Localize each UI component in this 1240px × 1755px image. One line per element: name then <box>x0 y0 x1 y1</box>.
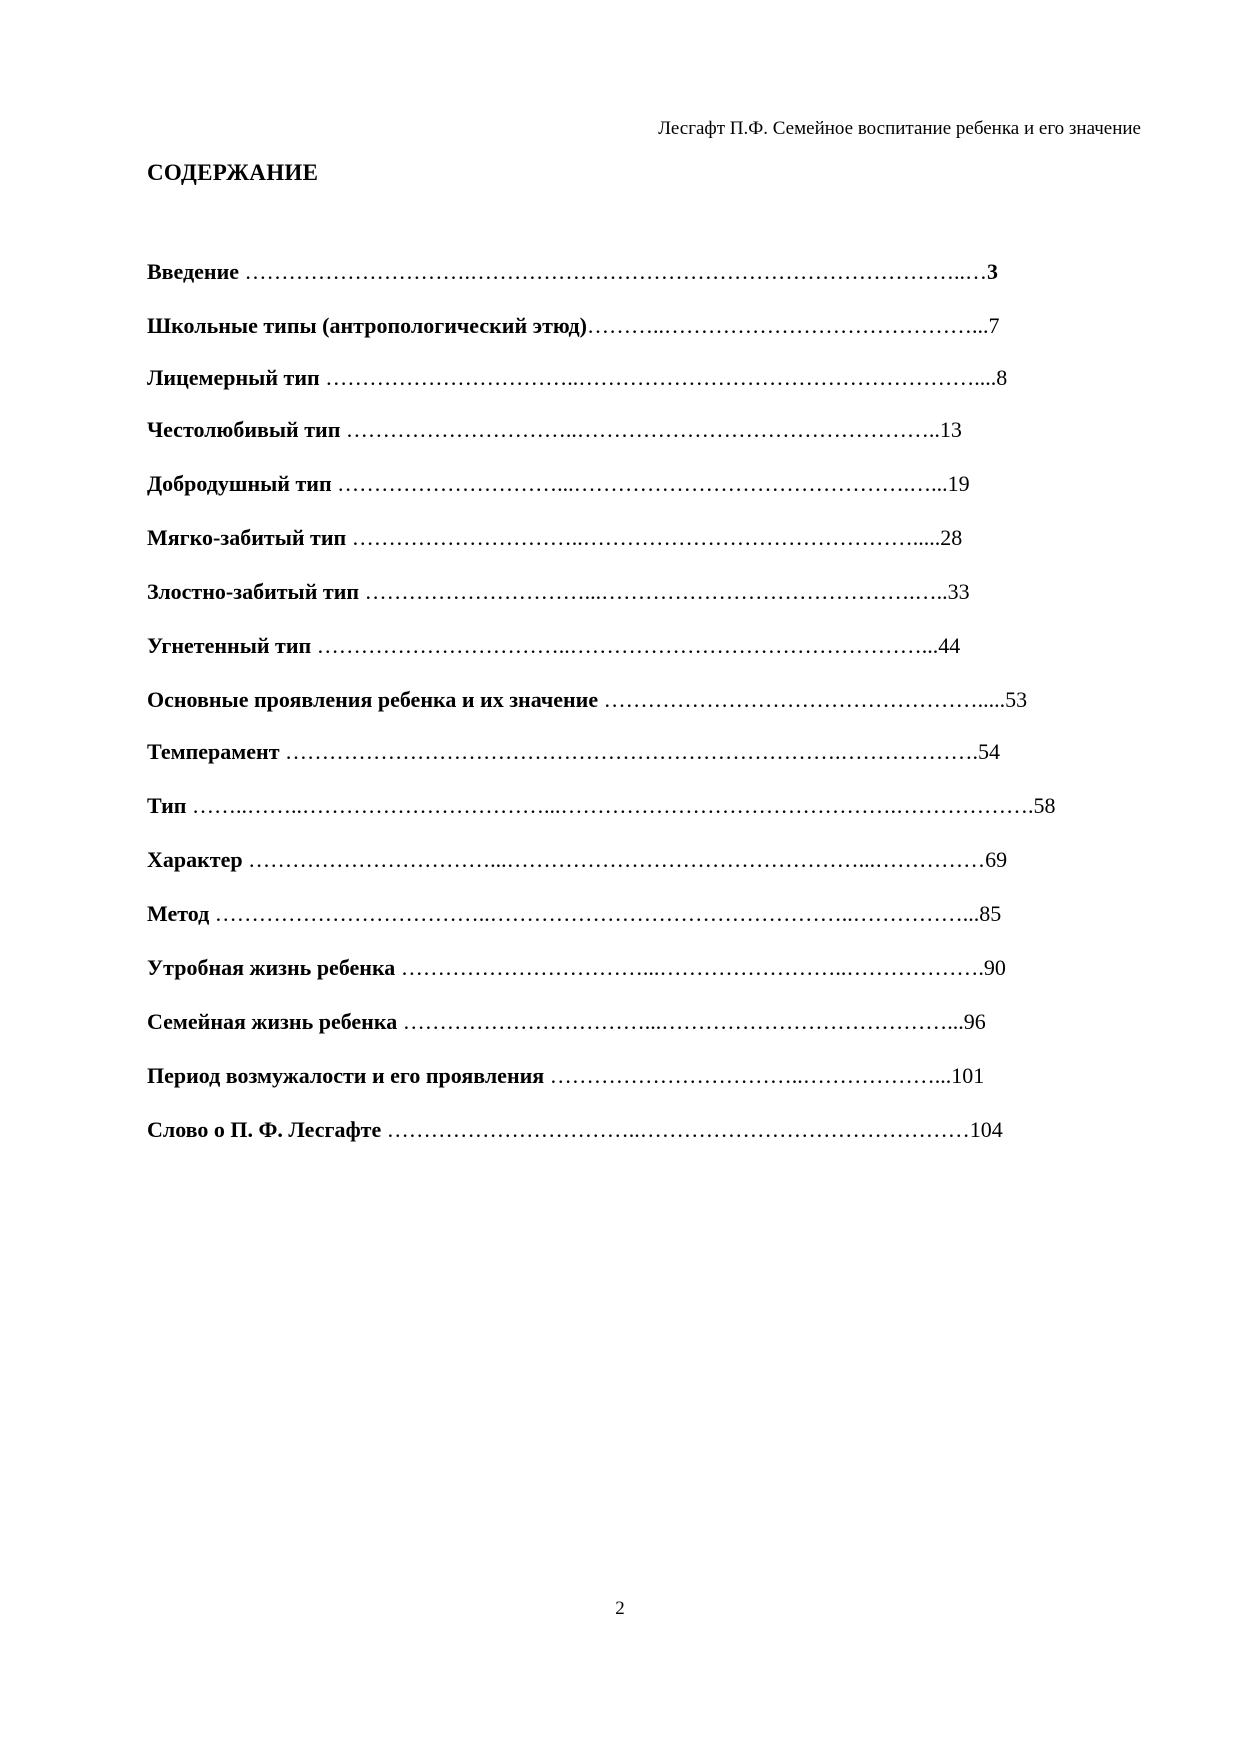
toc-entry-title: Угнетенный тип <box>147 633 312 658</box>
toc-entry-title: Слово о П. Ф. Лесгафте <box>147 1117 382 1142</box>
toc-entry-title: Честолюбивый тип <box>147 417 341 442</box>
toc-entry-type[interactable] <box>147 793 1141 819</box>
toc-entry-page: 28 <box>940 525 963 550</box>
toc-entry-child-manifestations[interactable] <box>147 687 1141 713</box>
toc-entry-leader: …………………………...……………………………………….…... <box>331 471 948 496</box>
toc-entry-page: 13 <box>939 417 962 442</box>
toc-entry-title: Характер <box>147 847 243 872</box>
toc-entry-page: 104 <box>969 1117 1003 1142</box>
toc-entry-title: Тип <box>147 793 187 818</box>
toc-entry-page: 85 <box>979 901 1002 926</box>
toc-entry-maliciously-downtrodden-type[interactable] <box>147 579 1141 605</box>
toc-entry-leader: ………..……………………………………... <box>586 313 989 338</box>
toc-entry-page: 90 <box>983 955 1006 980</box>
toc-entry-softly-downtrodden-type[interactable] <box>147 525 1141 551</box>
toc-entry-temperament[interactable] <box>147 739 1141 765</box>
table-of-contents <box>147 259 1141 1171</box>
toc-entry-good-natured-type[interactable] <box>147 471 1141 497</box>
toc-entry-leader: ……………………………………………..... <box>598 687 1006 712</box>
toc-entry-word-about-lesgaft[interactable] <box>147 1117 1141 1143</box>
toc-entry-page: 54 <box>978 739 1000 764</box>
toc-entry-title: Утробная жизнь ребенка <box>147 955 396 980</box>
toc-entry-leader: ……………………………...…………………………………………...…………… <box>242 847 986 872</box>
toc-entry-hypocritical-type[interactable] <box>147 365 1141 391</box>
toc-entry-title: Период возмужалости и его проявления <box>147 1063 545 1088</box>
toc-entry-leader: ……………………………...……………………..………………. <box>395 955 984 980</box>
toc-entry-title: Злостно-забитый тип <box>147 579 360 604</box>
toc-entry-page: 101 <box>951 1063 985 1088</box>
toc-entry-title: Метод <box>147 901 210 926</box>
toc-entry-puberty[interactable] <box>147 1063 1141 1089</box>
toc-entry-leader: ……………………………..……………………………………………….... <box>319 365 997 390</box>
toc-entry-page: 58 <box>1033 793 1056 818</box>
toc-entry-page: 69 <box>985 847 1008 872</box>
toc-entry-page: 96 <box>963 1009 986 1034</box>
toc-entry-title: Семейная жизнь ребенка <box>147 1009 398 1034</box>
toc-entry-leader: ………………………….…………………………………………………………..… <box>239 259 988 284</box>
toc-entry-leader: ……………………………..……………………………………… <box>381 1117 970 1142</box>
toc-entry-leader: …………………………..………………………………………..... <box>346 525 941 550</box>
toc-entry-leader: ……………………………..…………………………………………... <box>311 633 939 658</box>
toc-entry-ambitious-type[interactable] <box>147 417 1141 443</box>
toc-entry-introduction[interactable] <box>147 259 1141 285</box>
toc-entry-page: 44 <box>938 633 961 658</box>
toc-entry-page: 8 <box>996 365 1008 390</box>
toc-entry-leader: …………………………..………………………………………….. <box>340 417 940 442</box>
toc-entry-page: 3 <box>987 259 999 284</box>
toc-entry-character[interactable] <box>147 847 1141 873</box>
toc-entry-method[interactable] <box>147 901 1141 927</box>
toc-entry-title: Лицемерный тип <box>147 365 320 390</box>
toc-entry-school-types[interactable] <box>147 313 1141 339</box>
toc-entry-prenatal-life[interactable] <box>147 955 1141 981</box>
toc-entry-leader: ……………………………...…………………………………... <box>397 1009 964 1034</box>
toc-entry-title: Темперамент <box>147 739 280 764</box>
toc-entry-title: Добродушный тип <box>147 471 332 496</box>
toc-entry-title: Школьные типы (антропологический этюд) <box>147 313 587 338</box>
toc-entry-title: Введение <box>147 259 240 284</box>
toc-title: СОДЕРЖАНИЕ <box>147 160 319 185</box>
toc-entry-leader: ……..……..……………………………...……………………………………….………………. <box>186 793 1034 818</box>
toc-entry-leader: …………………………...…………………………………….….. <box>359 579 948 604</box>
toc-entry-page: 19 <box>947 471 970 496</box>
toc-entry-page: 7 <box>988 313 1000 338</box>
toc-entry-page: 33 <box>947 579 970 604</box>
toc-entry-leader: ………………………………………………………………….………………. <box>279 739 978 764</box>
toc-entry-family-life[interactable] <box>147 1009 1141 1035</box>
page-number: 2 <box>615 1598 625 1619</box>
toc-entry-page: 53 <box>1005 687 1028 712</box>
toc-entry-leader: ………………………………..…………………………………………..……………... <box>209 901 980 926</box>
running-header: Лесгафт П.Ф. Семейное воспитание ребенка и его значение <box>658 118 1141 139</box>
toc-entry-oppressed-type[interactable] <box>147 633 1141 659</box>
toc-entry-title: Мягко-забитый тип <box>147 525 347 550</box>
toc-entry-title: Основные проявления ребенка и их значение <box>147 687 599 712</box>
toc-entry-leader: ……………………………..………………... <box>544 1063 952 1088</box>
